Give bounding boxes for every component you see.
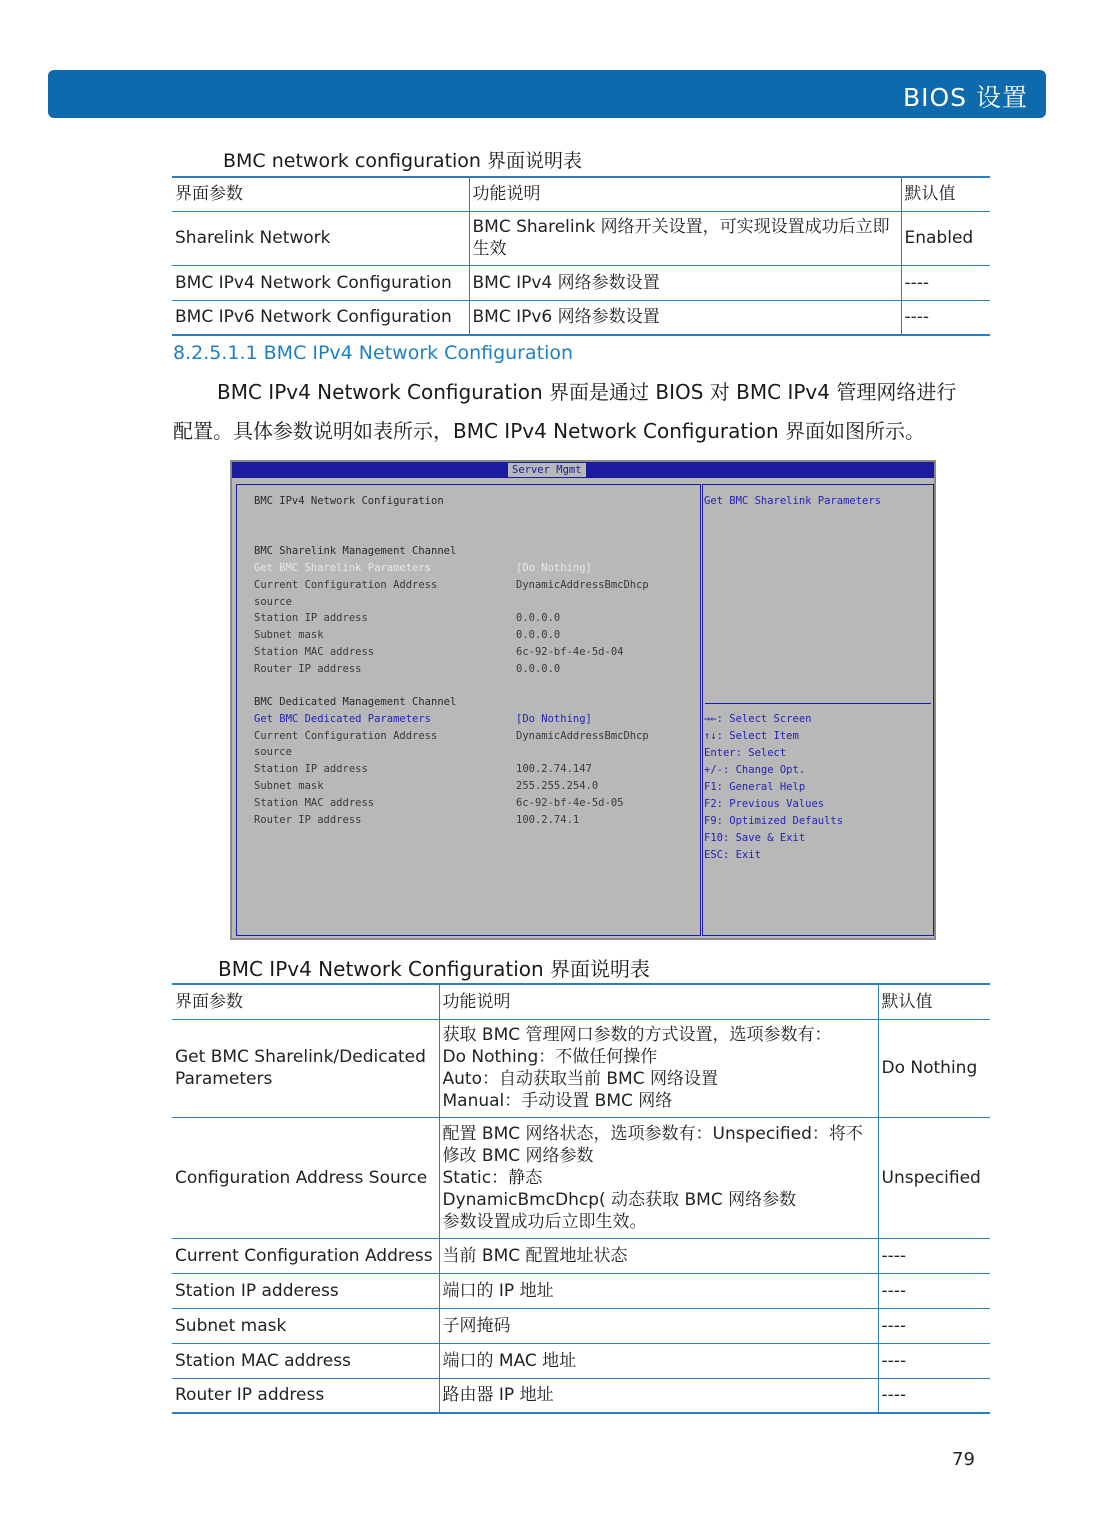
table-cell: 配置 BMC 网络状态，选项参数有：Unspecified：将不修改 BMC 网络参数 Static：静态 DynamicBmcDhcp( 动态获取 BMC 网络参数 参数设置成功后立即生效。 — [439, 1117, 878, 1238]
bios-sharelink-current-label: Current Configuration Address — [254, 579, 438, 591]
bios-dedicated-get-label[interactable]: Get BMC Dedicated Parameters — [254, 713, 432, 725]
bios-top-bar — [232, 462, 934, 478]
table-cell: ---- — [878, 1238, 990, 1273]
bios-settings-panel — [236, 484, 701, 936]
table-cell: Station IP adderess — [172, 1273, 439, 1308]
bios-sharelink-router-value: 0.0.0.0 — [516, 663, 561, 675]
bios-dedicated-subnet-value: 255.255.254.0 — [516, 780, 599, 792]
table-cell: BMC IPv4 Network Configuration — [172, 265, 469, 300]
table-cell: ---- — [901, 265, 990, 300]
bios-dedicated-ip-value: 100.2.74.147 — [516, 763, 592, 775]
table-cell: Enabled — [901, 211, 990, 265]
table2-caption: BMC IPv4 Network Configuration 界面说明表 — [218, 957, 651, 981]
bios-dedicated-source-label: source — [254, 746, 292, 758]
bios-dedicated-ip-label: Station IP address — [254, 763, 368, 775]
table-cell: Unspecified — [878, 1117, 990, 1238]
paragraph-line-2: 配置。具体参数说明如表所示，BMC IPv4 Network Configuration 界面如图所示。 — [173, 419, 926, 443]
bios-key-save-exit: F10: Save & Exit — [704, 832, 806, 844]
table-row — [172, 1117, 990, 1238]
bios-dedicated-current-value: DynamicAddressBmcDhcp — [516, 730, 649, 742]
bios-sharelink-router-label: Router IP address — [254, 663, 362, 675]
table-cell: Sharelink Network — [172, 211, 469, 265]
bios-help-title: Get BMC Sharelink Parameters — [704, 495, 882, 507]
bios-dedicated-router-label: Router IP address — [254, 814, 362, 826]
bios-sharelink-mac-value: 6c-92-bf-4e-5d-04 — [516, 646, 624, 658]
table2-header-cell: 默认值 — [878, 984, 990, 1019]
bios-dedicated-current-label: Current Configuration Address — [254, 730, 438, 742]
bios-key-general-help: F1: General Help — [704, 781, 806, 793]
table1-header-cell: 默认值 — [901, 177, 990, 211]
bios-key-previous-values: F2: Previous Values — [704, 798, 825, 810]
bios-sharelink-mac-label: Station MAC address — [254, 646, 375, 658]
bios-help-divider — [705, 703, 931, 704]
table-cell: Get BMC Sharelink/Dedicated Parameters — [172, 1019, 439, 1117]
table-cell: Station MAC address — [172, 1343, 439, 1378]
bios-dedicated-mac-value: 6c-92-bf-4e-5d-05 — [516, 797, 624, 809]
table1-header-row — [172, 177, 990, 211]
table-row — [172, 1019, 990, 1117]
bios-key-exit: ESC: Exit — [704, 849, 761, 861]
table2-header-cell: 功能说明 — [439, 984, 878, 1019]
table1-header-cell: 界面参数 — [172, 177, 469, 211]
table1-caption: BMC network configuration 界面说明表 — [223, 150, 583, 172]
table-cell: BMC IPv4 网络参数设置 — [469, 265, 901, 300]
bios-sharelink-current-value: DynamicAddressBmcDhcp — [516, 579, 649, 591]
bios-key-select-item: ↑↓: Select Item — [704, 730, 799, 742]
bios-help-panel — [702, 484, 934, 936]
table-row — [172, 1238, 990, 1273]
table-cell: Configuration Address Source — [172, 1117, 439, 1238]
table-cell: 子网掩码 — [439, 1308, 878, 1343]
paragraph-line-1: BMC IPv4 Network Configuration 界面是通过 BIOS 对 BMC IPv4 管理网络进行 — [217, 380, 957, 404]
table-cell: ---- — [878, 1308, 990, 1343]
bios-key-change-opt: +/-: Change Opt. — [704, 764, 806, 776]
table-cell: Current Configuration Address — [172, 1238, 439, 1273]
section-paragraph — [173, 373, 993, 451]
table-row — [172, 1273, 990, 1308]
table-cell: 端口的 MAC 地址 — [439, 1343, 878, 1378]
table-row — [172, 1343, 990, 1378]
bios-tab-server-mgmt[interactable]: Server Mgmt — [508, 463, 586, 477]
table-row — [172, 211, 990, 265]
table-cell: BMC IPv6 网络参数设置 — [469, 300, 901, 335]
bios-key-enter: Enter: Select — [704, 747, 787, 759]
bios-dedicated-router-value: 100.2.74.1 — [516, 814, 580, 826]
bios-key-optimized-defaults: F9: Optimized Defaults — [704, 815, 844, 827]
bios-dedicated-subnet-label: Subnet mask — [254, 780, 324, 792]
table-cell: Router IP address — [172, 1378, 439, 1413]
table-cell: 获取 BMC 管理网口参数的方式设置，选项参数有： Do Nothing：不做任何操作 Auto：自动获取当前 BMC 网络设置 Manual：手动设置 BMC 网络 — [439, 1019, 878, 1117]
bios-dedicated-mac-label: Station MAC address — [254, 797, 375, 809]
table-row — [172, 300, 990, 335]
table-cell: Do Nothing — [878, 1019, 990, 1117]
table1-header-cell: 功能说明 — [469, 177, 901, 211]
table-row — [172, 1308, 990, 1343]
table-cell: ---- — [901, 300, 990, 335]
table-cell: 路由器 IP 地址 — [439, 1378, 878, 1413]
table2-header-row — [172, 984, 990, 1019]
table1 — [172, 176, 990, 336]
bios-dedicated-get-value[interactable]: [Do Nothing] — [516, 713, 592, 725]
bios-sharelink-get-value[interactable]: [Do Nothing] — [516, 562, 592, 574]
header-title: BIOS 设置 — [902, 83, 1028, 112]
table-cell: ---- — [878, 1378, 990, 1413]
bios-page-title: BMC IPv4 Network Configuration — [254, 495, 444, 507]
bios-sharelink-ip-label: Station IP address — [254, 612, 368, 624]
bios-sharelink-subnet-label: Subnet mask — [254, 629, 324, 641]
table-row — [172, 1378, 990, 1413]
table-cell: 当前 BMC 配置地址状态 — [439, 1238, 878, 1273]
page-number: 79 — [952, 1449, 975, 1470]
table-cell: Subnet mask — [172, 1308, 439, 1343]
bios-screenshot — [230, 460, 936, 940]
bios-sharelink-subnet-value: 0.0.0.0 — [516, 629, 561, 641]
bios-sharelink-heading: BMC Sharelink Management Channel — [254, 545, 457, 557]
table2-header-cell: 界面参数 — [172, 984, 439, 1019]
table-cell: BMC Sharelink 网络开关设置，可实现设置成功后立即生效 — [469, 211, 901, 265]
table2 — [172, 983, 990, 1414]
section-heading: 8.2.5.1.1 BMC IPv4 Network Configuration — [173, 342, 574, 364]
bios-sharelink-get-label[interactable]: Get BMC Sharelink Parameters — [254, 562, 432, 574]
bios-sharelink-source-label: source — [254, 596, 292, 608]
header-bar — [48, 70, 1046, 118]
table-cell: BMC IPv6 Network Configuration — [172, 300, 469, 335]
table-cell: 端口的 IP 地址 — [439, 1273, 878, 1308]
bios-key-select-screen: →←: Select Screen — [704, 713, 812, 725]
table-row — [172, 265, 990, 300]
table-cell: ---- — [878, 1273, 990, 1308]
bios-sharelink-ip-value: 0.0.0.0 — [516, 612, 561, 624]
table-cell: ---- — [878, 1343, 990, 1378]
bios-dedicated-heading: BMC Dedicated Management Channel — [254, 696, 457, 708]
